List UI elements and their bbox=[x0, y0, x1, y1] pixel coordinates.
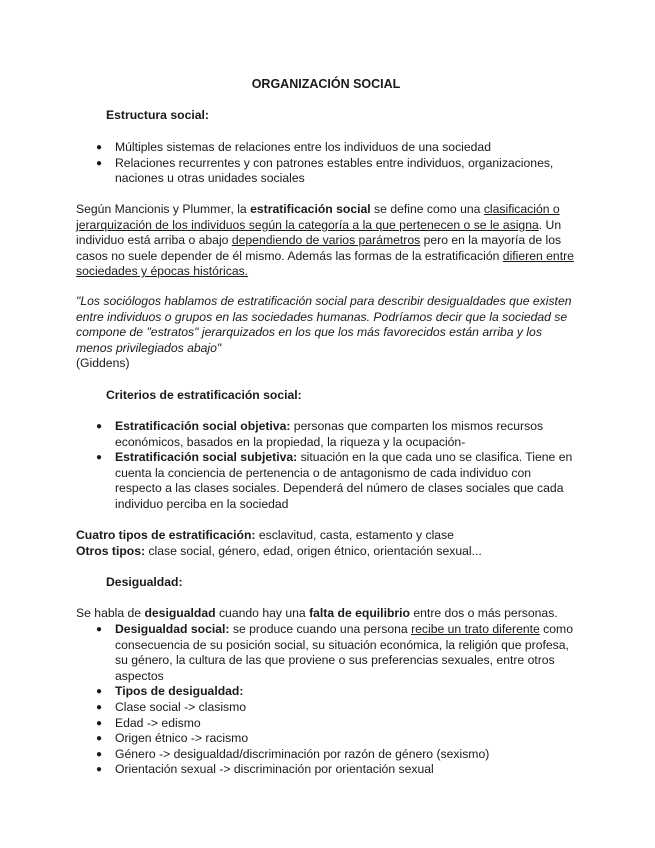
heading-estructura-social: Estructura social: bbox=[106, 108, 209, 122]
list-item: ● Estratificación social subjetiva: situación en la que cada uno se clasifica. Tiene en cuenta la conciencia de pertenencia o de antagonismo de cada individuo con respecto a las clases sociales. Dependerá del número de clases sociales que cada individuo perciba en la sociedad bbox=[96, 450, 573, 511]
bullet-icon: ● bbox=[96, 701, 103, 713]
desigualdad-bullet-list bbox=[76, 622, 576, 778]
tipos-estratificacion bbox=[76, 528, 576, 559]
bullet-icon: ● bbox=[96, 748, 103, 760]
quote-text: "Los sociólogos hablamos de estratificación social para describir desigualdades que existen entre individuos o grupos en las sociedades humanas. Podríamos decir que la sociedad se compone de "estratos" jerarquizados en los que los más favorecidos están arriba y los menos privilegiados abajo" bbox=[76, 294, 572, 355]
list-item: ● Estratificación social objetiva: personas que comparten los mismos recursos económicos, basados en la propiedad, la riqueza y la ocupación- bbox=[96, 419, 544, 449]
list-item: ● Orientación sexual -> discriminación por orientación sexual bbox=[96, 762, 434, 777]
list-item: ● Múltiples sistemas de relaciones entre los individuos de una sociedad bbox=[96, 140, 491, 154]
bullet-icon: ● bbox=[96, 717, 103, 729]
tipos-line-1: Cuatro tipos de estratificación: esclavitud, casta, estamento y clase bbox=[76, 528, 454, 542]
page-title: ORGANIZACIÓN SOCIAL bbox=[251, 77, 401, 91]
list-item: ● Género -> desigualdad/discriminación por razón de género (sexismo) bbox=[96, 746, 490, 761]
quote-giddens bbox=[76, 294, 576, 372]
quote-source: (Giddens) bbox=[76, 356, 130, 371]
bullet-icon: ● bbox=[96, 764, 103, 776]
bullet-icon: ● bbox=[96, 452, 103, 464]
paragraph-estratificacion: Según Mancionis y Plummer, la estratificación social se define como una clasificación o jerarquización de los individuos según la categoría a la que pertenecen o se le asigna. Un individuo está arriba o abajo dependiendo de varios parámetros pero en la mayoría de los casos no suele depender de él mismo. Además las formas de la estratificación difieren entre sociedades y épocas históricas. bbox=[76, 202, 574, 279]
bullet-icon: ● bbox=[96, 421, 103, 432]
paragraph-desigualdad: Se habla de desigualdad cuando hay una falta de equilibrio entre dos o más personas. bbox=[76, 606, 558, 620]
bullet-icon: ● bbox=[96, 624, 103, 635]
heading-desigualdad: Desigualdad: bbox=[106, 575, 183, 589]
list-item: ● Origen étnico -> racismo bbox=[96, 731, 249, 746]
list-item: ● Desigualdad social: se produce cuando una persona recibe un trato diferente como consecuencia de su posición social, su situación económica, la religión que profesa, su género, la cultura de las que proviene o sus preferencias sexuales, entre otros aspectos bbox=[96, 622, 573, 683]
bullet-icon: ● bbox=[96, 142, 103, 153]
list-item: ● Clase social -> clasismo bbox=[96, 699, 247, 714]
criterios-bullet-list bbox=[76, 419, 576, 513]
list-item: ● Relaciones recurrentes y con patrones estables entre individuos, organizaciones, naciones u otras unidades sociales bbox=[96, 155, 554, 186]
list-item: ● Tipos de desigualdad: bbox=[96, 684, 244, 699]
estructura-bullet-list bbox=[76, 140, 576, 187]
heading-criterios: Criterios de estratificación social: bbox=[106, 388, 302, 402]
bullet-icon: ● bbox=[96, 733, 103, 745]
tipos-line-2: Otros tipos: clase social, género, edad, origen étnico, orientación sexual... bbox=[76, 543, 482, 558]
bullet-icon: ● bbox=[96, 157, 103, 169]
bullet-icon: ● bbox=[96, 686, 103, 698]
list-item: ● Edad -> edismo bbox=[96, 715, 201, 730]
